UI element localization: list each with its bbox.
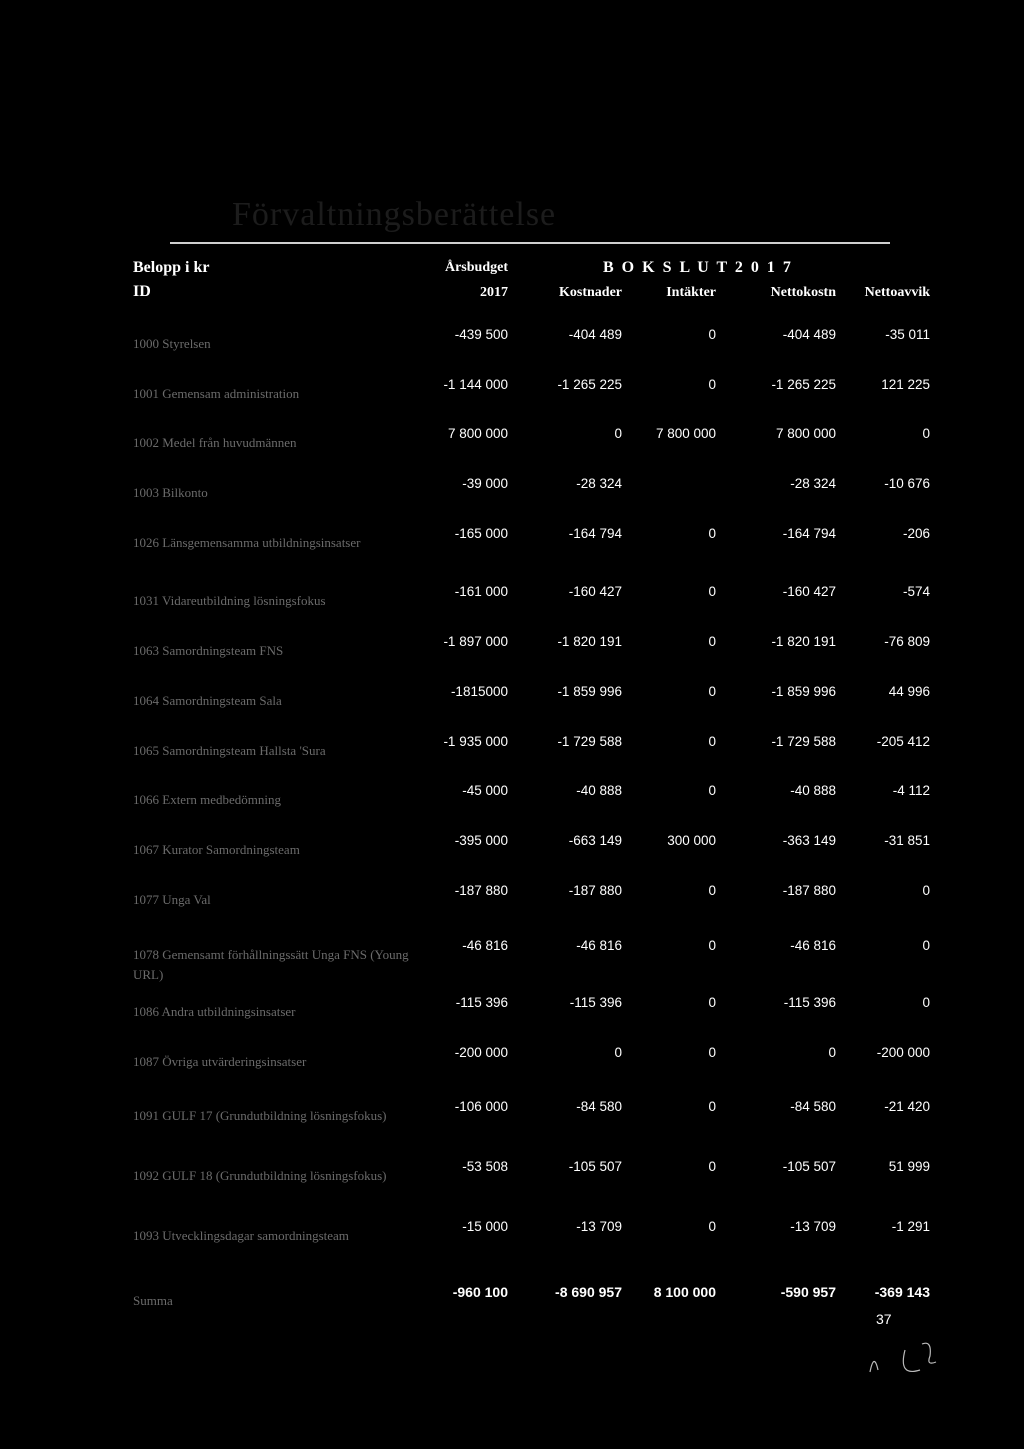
cell-budget: -1 144 000	[443, 377, 508, 392]
cell-budget: -1 897 000	[443, 634, 508, 649]
cell-avvik: 0	[922, 995, 930, 1010]
nettokostn-header: Nettokostn	[770, 285, 836, 300]
cell-budget: -187 880	[454, 883, 508, 898]
cell-intakter: 0	[708, 377, 716, 392]
cell-budget: -106 000	[454, 1099, 508, 1114]
cell-avvik: -21 420	[884, 1099, 930, 1114]
cell-avvik: -76 809	[884, 634, 930, 649]
cell-budget: 7 800 000	[447, 426, 508, 441]
cell-kostnader: -187 880	[568, 883, 622, 898]
cell-kostnader: 0	[614, 426, 622, 441]
signature-scribble	[860, 1332, 950, 1382]
cell-kostnader: -28 324	[576, 476, 622, 491]
cell-kostnader: -164 794	[568, 526, 622, 541]
cell-intakter: 0	[708, 995, 716, 1010]
row-label: 1001 Gemensam administration	[133, 386, 300, 401]
page-heading: Förvaltningsberättelse	[232, 196, 557, 233]
row-label: 1003 Bilkonto	[133, 485, 208, 500]
cell-intakter: 0	[708, 783, 716, 798]
row-label: 1087 Övriga utvärderingsinsatser	[133, 1054, 307, 1069]
cell-budget: -53 508	[462, 1159, 508, 1174]
cell-avvik: 51 999	[888, 1159, 930, 1174]
cell-avvik: -1 291	[891, 1219, 930, 1234]
cell-netto: -13 709	[790, 1219, 836, 1234]
cell-intakter: 0	[708, 1159, 716, 1174]
cell-budget: -161 000	[454, 584, 508, 599]
cell-netto: -105 507	[782, 1159, 836, 1174]
cell-avvik: -574	[902, 584, 930, 599]
cell-kostnader: -1 265 225	[557, 377, 622, 392]
belopp-header: Belopp i kr	[133, 259, 210, 276]
cell-kostnader: -115 396	[569, 995, 622, 1010]
cell-kostnader: -84 580	[576, 1099, 622, 1114]
total-netto: -590 957	[780, 1284, 836, 1300]
nettoavvik-header: Nettoavvik	[864, 285, 930, 300]
id-header: ID	[133, 283, 151, 300]
cell-intakter: 0	[708, 526, 716, 541]
cell-avvik: 0	[922, 426, 930, 441]
cell-budget: -1 935 000	[443, 734, 508, 749]
cell-netto: 7 800 000	[775, 426, 836, 441]
cell-netto: -187 880	[782, 883, 836, 898]
cell-avvik: 0	[922, 883, 930, 898]
row-label: 1092 GULF 18 (Grundutbildning lösningsfokus)	[133, 1168, 387, 1183]
cell-budget: -46 816	[462, 938, 508, 953]
cell-netto: -1 820 191	[771, 634, 836, 649]
row-label: 1063 Samordningsteam FNS	[133, 643, 284, 658]
cell-avvik: -10 676	[884, 476, 930, 491]
total-avvik: -369 143	[874, 1284, 930, 1300]
cell-intakter: 0	[708, 584, 716, 599]
row-label: 1000 Styrelsen	[133, 336, 211, 351]
cell-intakter: 0	[708, 634, 716, 649]
page-number: 37	[876, 1311, 892, 1327]
cell-kostnader: -13 709	[576, 1219, 622, 1234]
row-label: 1031 Vidareutbildning lösningsfokus	[133, 593, 326, 608]
cell-avvik: -4 112	[892, 783, 930, 798]
cell-budget: -115 396	[455, 995, 508, 1010]
cell-netto: -84 580	[790, 1099, 836, 1114]
cell-budget: -165 000	[454, 526, 508, 541]
cell-avvik: -205 412	[876, 734, 930, 749]
row-label: 1065 Samordningsteam Hallsta 'Sura	[133, 743, 326, 758]
cell-intakter: 0	[708, 938, 716, 953]
row-label: 1091 GULF 17 (Grundutbildning lösningsfokus)	[133, 1108, 387, 1123]
cell-kostnader: -46 816	[576, 938, 622, 953]
cell-budget: -39 000	[462, 476, 508, 491]
row-label: 1064 Samordningsteam Sala	[133, 693, 282, 708]
cell-netto: -46 816	[790, 938, 836, 953]
cell-netto: -404 489	[782, 327, 836, 342]
cell-intakter: 0	[708, 1219, 716, 1234]
intakter-header: Intäkter	[666, 285, 716, 300]
cell-kostnader: 0	[614, 1045, 622, 1060]
row-label: 1078 Gemensamt förhållningssätt Unga FNS (Young URL)	[133, 947, 409, 982]
cell-netto: -115 396	[783, 995, 836, 1010]
cell-kostnader: -160 427	[568, 584, 622, 599]
cell-budget: -200 000	[454, 1045, 508, 1060]
row-label: 1067 Kurator Samordningsteam	[133, 842, 300, 857]
row-label: 1086 Andra utbildningsinsatser	[133, 1004, 296, 1019]
row-label: 1002 Medel från huvudmännen	[133, 435, 297, 450]
row-label: 1026 Länsgemensamma utbildningsinsatser	[133, 535, 361, 550]
cell-netto: -164 794	[782, 526, 836, 541]
cell-budget: -15 000	[462, 1219, 508, 1234]
kostnader-header: Kostnader	[559, 285, 622, 300]
cell-netto: -28 324	[790, 476, 836, 491]
cell-intakter: 0	[708, 883, 716, 898]
cell-budget: -1815000	[450, 684, 508, 699]
cell-netto: 0	[828, 1045, 836, 1060]
cell-avvik: -200 000	[876, 1045, 930, 1060]
total-intakter: 8 100 000	[653, 1284, 716, 1300]
cell-netto: -1 265 225	[771, 377, 836, 392]
cell-netto: -1 859 996	[771, 684, 836, 699]
cell-avvik: -206	[902, 526, 930, 541]
row-label: 1093 Utvecklingsdagar samordningsteam	[133, 1228, 349, 1243]
row-label: 1066 Extern medbedömning	[133, 792, 282, 807]
total-label: Summa	[133, 1293, 173, 1308]
total-kostnader: -8 690 957	[555, 1284, 622, 1300]
cell-kostnader: -404 489	[568, 327, 622, 342]
cell-kostnader: -663 149	[568, 833, 622, 848]
cell-avvik: 121 225	[881, 377, 930, 392]
cell-netto: -363 149	[782, 833, 836, 848]
cell-intakter: 0	[708, 734, 716, 749]
row-label: 1077 Unga Val	[133, 892, 211, 907]
cell-budget: -45 000	[462, 783, 508, 798]
cell-intakter: 0	[708, 327, 716, 342]
cell-intakter: 0	[708, 1045, 716, 1060]
year-header: 2017	[480, 285, 508, 300]
cell-kostnader: -40 888	[576, 783, 622, 798]
cell-kostnader: -1 729 588	[557, 734, 622, 749]
cell-avvik: -31 851	[884, 833, 930, 848]
cell-netto: -40 888	[790, 783, 836, 798]
cell-netto: -1 729 588	[771, 734, 836, 749]
cell-kostnader: -105 507	[568, 1159, 622, 1174]
arsbudget-header: Årsbudget	[444, 260, 508, 275]
cell-avvik: -35 011	[885, 327, 930, 342]
cell-avvik: 0	[922, 938, 930, 953]
cell-kostnader: -1 859 996	[557, 684, 622, 699]
total-budget: -960 100	[452, 1284, 508, 1300]
cell-intakter: 7 800 000	[655, 426, 716, 441]
cell-budget: -439 500	[454, 327, 508, 342]
cell-intakter: 300 000	[667, 833, 716, 848]
cell-avvik: 44 996	[888, 684, 930, 699]
cell-netto: -160 427	[782, 584, 836, 599]
bokslut-header: B O K S L U T 2 0 1 7	[603, 259, 793, 276]
cell-intakter: 0	[708, 1099, 716, 1114]
cell-budget: -395 000	[454, 833, 508, 848]
cell-kostnader: -1 820 191	[557, 634, 622, 649]
cell-intakter: 0	[708, 684, 716, 699]
